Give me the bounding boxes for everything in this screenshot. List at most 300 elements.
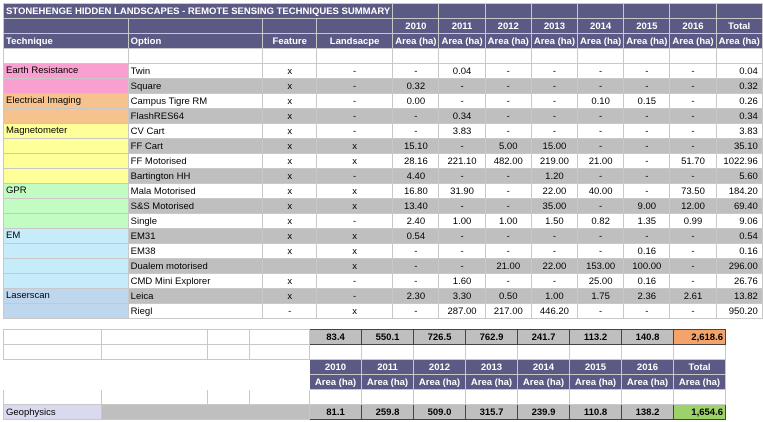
area-cell[interactable]: - <box>578 199 624 214</box>
blank-cell[interactable] <box>624 49 670 64</box>
feature-cell[interactable]: x <box>263 124 316 139</box>
feature-cell[interactable]: x <box>263 109 316 124</box>
landscape-cell[interactable]: x <box>316 139 392 154</box>
technique-cell[interactable] <box>4 274 129 289</box>
area-cell[interactable]: 3.83 <box>439 124 485 139</box>
year-header[interactable]: Total <box>716 19 762 34</box>
technique-cell[interactable] <box>4 214 129 229</box>
area-cell[interactable]: - <box>439 94 485 109</box>
area-cell[interactable]: 1.00 <box>439 214 485 229</box>
year-header[interactable]: 2015 <box>570 360 622 375</box>
spacer-cell[interactable] <box>208 345 250 360</box>
area-cell[interactable]: 1.75 <box>578 289 624 304</box>
area-cell[interactable]: 2.40 <box>393 214 439 229</box>
option-header[interactable]: Option <box>128 34 263 49</box>
landscape-header[interactable]: Landsacpe <box>316 34 392 49</box>
area-cell[interactable]: - <box>670 274 716 289</box>
area-cell[interactable]: - <box>670 124 716 139</box>
year-header[interactable]: 2014 <box>518 360 570 375</box>
blank-cell[interactable] <box>393 49 439 64</box>
blank-cell[interactable] <box>439 49 485 64</box>
area-cell[interactable]: - <box>439 169 485 184</box>
technique-cell[interactable]: GPR <box>4 184 129 199</box>
title-blank-cell[interactable] <box>670 4 716 19</box>
area-cell[interactable]: - <box>624 139 670 154</box>
area-cell[interactable]: 0.26 <box>716 94 762 109</box>
blank-cell[interactable] <box>670 49 716 64</box>
area-cell[interactable]: 12.00 <box>670 199 716 214</box>
area-cell[interactable]: 0.32 <box>716 79 762 94</box>
landscape-cell[interactable]: - <box>316 289 392 304</box>
technique-cell[interactable]: Earth Resistance <box>4 64 129 79</box>
area-header[interactable]: Area (ha) <box>518 375 570 390</box>
spacer-cell[interactable] <box>362 345 414 360</box>
area-cell[interactable]: 950.20 <box>716 304 762 319</box>
area-cell[interactable]: - <box>485 64 531 79</box>
year-header[interactable]: 2016 <box>670 19 716 34</box>
area-header[interactable]: Area (ha) <box>624 34 670 49</box>
area-cell[interactable]: - <box>531 94 577 109</box>
spacer-cell[interactable] <box>518 390 570 405</box>
feature-cell[interactable]: x <box>263 289 316 304</box>
technique-cell[interactable]: Magnetometer <box>4 124 129 139</box>
blank-cell[interactable] <box>128 49 263 64</box>
year-header[interactable]: Total <box>674 360 726 375</box>
area-header[interactable]: Area (ha) <box>414 375 466 390</box>
spacer-cell[interactable] <box>102 345 208 360</box>
header-blank-cell[interactable] <box>102 360 208 375</box>
area-cell[interactable]: - <box>485 199 531 214</box>
option-cell[interactable]: Leica <box>128 289 263 304</box>
header-blank-cell[interactable] <box>4 19 129 34</box>
option-cell[interactable]: CMD Mini Explorer <box>128 274 263 289</box>
area-header[interactable]: Area (ha) <box>622 375 674 390</box>
area-cell[interactable]: 51.70 <box>670 154 716 169</box>
landscape-cell[interactable]: - <box>316 169 392 184</box>
totals-blank-cell[interactable] <box>250 330 310 345</box>
total-value[interactable]: 140.8 <box>622 330 674 345</box>
area-cell[interactable]: 13.82 <box>716 289 762 304</box>
spacer-cell[interactable] <box>466 390 518 405</box>
year-header[interactable]: 2015 <box>624 19 670 34</box>
header-blank-cell[interactable] <box>208 360 250 375</box>
option-cell[interactable]: FF Motorised <box>128 154 263 169</box>
year-header[interactable]: 2014 <box>578 19 624 34</box>
header-blank-cell[interactable] <box>128 19 263 34</box>
technique-cell[interactable] <box>4 244 129 259</box>
year-header[interactable]: 2012 <box>485 19 531 34</box>
area-cell[interactable]: 446.20 <box>531 304 577 319</box>
technique-cell[interactable]: Electrical Imaging <box>4 94 129 109</box>
blank-cell[interactable] <box>716 49 762 64</box>
title-blank-cell[interactable] <box>578 4 624 19</box>
area-cell[interactable]: 0.04 <box>716 64 762 79</box>
area-cell[interactable]: - <box>393 259 439 274</box>
area-cell[interactable]: 0.16 <box>624 274 670 289</box>
area-cell[interactable]: - <box>624 64 670 79</box>
geophysics-value[interactable]: 110.8 <box>570 405 622 420</box>
option-cell[interactable]: EM31 <box>128 229 263 244</box>
landscape-cell[interactable]: x <box>316 229 392 244</box>
title-blank-cell[interactable] <box>624 4 670 19</box>
area-cell[interactable]: - <box>485 244 531 259</box>
feature-cell[interactable]: x <box>263 79 316 94</box>
area-header[interactable]: Area (ha) <box>578 34 624 49</box>
total-value[interactable]: 113.2 <box>570 330 622 345</box>
blank-cell[interactable] <box>578 49 624 64</box>
area-cell[interactable]: 21.00 <box>485 259 531 274</box>
area-cell[interactable]: - <box>485 169 531 184</box>
area-cell[interactable]: 4.40 <box>393 169 439 184</box>
area-cell[interactable]: 0.50 <box>485 289 531 304</box>
area-cell[interactable]: 25.00 <box>578 274 624 289</box>
feature-cell[interactable]: x <box>263 139 316 154</box>
blank-cell[interactable] <box>316 49 392 64</box>
area-cell[interactable]: - <box>439 79 485 94</box>
area-cell[interactable]: 35.10 <box>716 139 762 154</box>
area-cell[interactable]: 16.80 <box>393 184 439 199</box>
option-cell[interactable]: Campus Tigre RM <box>128 94 263 109</box>
landscape-cell[interactable]: - <box>316 79 392 94</box>
area-cell[interactable]: 100.00 <box>624 259 670 274</box>
geophysics-label[interactable]: Geophysics <box>4 405 102 420</box>
year-header[interactable]: 2011 <box>439 19 485 34</box>
area-cell[interactable]: 1.60 <box>439 274 485 289</box>
totals-blank-cell[interactable] <box>208 330 250 345</box>
year-header[interactable]: 2011 <box>362 360 414 375</box>
total-value[interactable]: 550.1 <box>362 330 414 345</box>
area-cell[interactable]: - <box>578 79 624 94</box>
area-cell[interactable]: - <box>531 244 577 259</box>
year-header[interactable]: 2012 <box>414 360 466 375</box>
blank-cell[interactable] <box>4 49 129 64</box>
area-cell[interactable]: 287.00 <box>439 304 485 319</box>
area-cell[interactable]: 31.90 <box>439 184 485 199</box>
spacer-cell[interactable] <box>674 345 726 360</box>
sheet-title[interactable]: STONEHENGE HIDDEN LANDSCAPES - REMOTE SENSING TECHNIQUES SUMMARY <box>4 4 393 19</box>
area-cell[interactable]: - <box>485 229 531 244</box>
spacer-cell[interactable] <box>310 390 362 405</box>
area-cell[interactable]: - <box>578 229 624 244</box>
area-cell[interactable]: - <box>531 274 577 289</box>
area-cell[interactable]: 0.16 <box>624 244 670 259</box>
technique-cell[interactable]: EM <box>4 229 129 244</box>
area-cell[interactable]: - <box>670 109 716 124</box>
area-cell[interactable]: 0.04 <box>439 64 485 79</box>
area-cell[interactable]: - <box>439 244 485 259</box>
spacer-cell[interactable] <box>4 390 102 405</box>
header-blank-cell[interactable] <box>316 19 392 34</box>
area-header[interactable]: Area (ha) <box>570 375 622 390</box>
area-cell[interactable]: 21.00 <box>578 154 624 169</box>
title-blank-cell[interactable] <box>393 4 439 19</box>
spacer-cell[interactable] <box>622 390 674 405</box>
landscape-cell[interactable]: - <box>316 64 392 79</box>
spacer-cell[interactable] <box>362 390 414 405</box>
area-cell[interactable]: 0.34 <box>716 109 762 124</box>
area-cell[interactable]: 9.06 <box>716 214 762 229</box>
area-cell[interactable]: 13.40 <box>393 199 439 214</box>
feature-cell[interactable]: x <box>263 154 316 169</box>
header-blank-cell[interactable] <box>263 19 316 34</box>
header-blank-cell[interactable] <box>4 360 102 375</box>
area-cell[interactable]: 153.00 <box>578 259 624 274</box>
area-cell[interactable]: - <box>624 124 670 139</box>
spacer-cell[interactable] <box>4 345 102 360</box>
geophysics-value[interactable]: 315.7 <box>466 405 518 420</box>
area-cell[interactable]: - <box>485 94 531 109</box>
option-cell[interactable]: Single <box>128 214 263 229</box>
area-cell[interactable]: - <box>578 244 624 259</box>
area-cell[interactable]: - <box>624 229 670 244</box>
total-value[interactable]: 83.4 <box>310 330 362 345</box>
landscape-cell[interactable]: - <box>316 109 392 124</box>
area-cell[interactable]: 73.50 <box>670 184 716 199</box>
option-cell[interactable]: Mala Motorised <box>128 184 263 199</box>
area-cell[interactable]: - <box>670 94 716 109</box>
blank-cell[interactable] <box>263 49 316 64</box>
feature-cell[interactable]: x <box>263 214 316 229</box>
option-cell[interactable]: Bartington HH <box>128 169 263 184</box>
area-cell[interactable]: - <box>531 109 577 124</box>
area-cell[interactable]: - <box>670 64 716 79</box>
area-cell[interactable]: - <box>578 109 624 124</box>
option-cell[interactable]: CV Cart <box>128 124 263 139</box>
blank-cell[interactable] <box>531 49 577 64</box>
technique-cell[interactable] <box>4 169 129 184</box>
area-cell[interactable]: - <box>393 244 439 259</box>
landscape-cell[interactable]: x <box>316 244 392 259</box>
area-cell[interactable]: 0.00 <box>393 94 439 109</box>
technique-cell[interactable] <box>4 199 129 214</box>
area-cell[interactable]: - <box>485 184 531 199</box>
area-cell[interactable]: - <box>670 259 716 274</box>
total-value[interactable]: 2,618.6 <box>674 330 726 345</box>
header-blank-cell[interactable] <box>250 360 310 375</box>
area-cell[interactable]: - <box>670 139 716 154</box>
area-cell[interactable]: - <box>670 169 716 184</box>
blank-cell[interactable] <box>485 49 531 64</box>
spacer-cell[interactable] <box>208 390 250 405</box>
area-cell[interactable]: 2.61 <box>670 289 716 304</box>
area-cell[interactable]: - <box>624 184 670 199</box>
area-cell[interactable]: 0.99 <box>670 214 716 229</box>
year-header[interactable]: 2016 <box>622 360 674 375</box>
area-header[interactable]: Area (ha) <box>716 34 762 49</box>
year-header[interactable]: 2010 <box>310 360 362 375</box>
area-cell[interactable]: - <box>531 64 577 79</box>
area-cell[interactable]: 2.36 <box>624 289 670 304</box>
landscape-cell[interactable]: - <box>316 274 392 289</box>
area-cell[interactable]: 0.54 <box>716 229 762 244</box>
technique-header[interactable]: Technique <box>4 34 129 49</box>
landscape-cell[interactable]: x <box>316 154 392 169</box>
spacer-cell[interactable] <box>414 390 466 405</box>
spacer-cell[interactable] <box>622 345 674 360</box>
header-blank-cell[interactable] <box>4 375 102 390</box>
spacer-cell[interactable] <box>250 390 310 405</box>
area-cell[interactable]: 2.30 <box>393 289 439 304</box>
area-cell[interactable]: - <box>578 139 624 154</box>
area-cell[interactable]: 15.00 <box>531 139 577 154</box>
area-header[interactable]: Area (ha) <box>485 34 531 49</box>
feature-cell[interactable] <box>263 259 316 274</box>
area-cell[interactable]: 0.16 <box>716 244 762 259</box>
spacer-cell[interactable] <box>570 345 622 360</box>
area-cell[interactable]: 1.00 <box>531 289 577 304</box>
geophysics-gray-cell[interactable] <box>102 405 310 420</box>
technique-cell[interactable] <box>4 109 129 124</box>
option-cell[interactable]: Dualem motorised <box>128 259 263 274</box>
area-cell[interactable]: 26.76 <box>716 274 762 289</box>
technique-cell[interactable] <box>4 304 129 319</box>
area-cell[interactable]: 296.00 <box>716 259 762 274</box>
geophysics-value[interactable]: 509.0 <box>414 405 466 420</box>
landscape-cell[interactable]: x <box>316 199 392 214</box>
option-cell[interactable]: EM38 <box>128 244 263 259</box>
option-cell[interactable]: Square <box>128 79 263 94</box>
feature-cell[interactable]: x <box>263 64 316 79</box>
area-cell[interactable]: - <box>531 124 577 139</box>
area-header[interactable]: Area (ha) <box>674 375 726 390</box>
header-blank-cell[interactable] <box>102 375 208 390</box>
area-cell[interactable]: 35.00 <box>531 199 577 214</box>
area-cell[interactable]: 482.00 <box>485 154 531 169</box>
area-cell[interactable]: - <box>624 304 670 319</box>
landscape-cell[interactable]: - <box>316 214 392 229</box>
area-cell[interactable]: - <box>485 109 531 124</box>
technique-cell[interactable]: Laserscan <box>4 289 129 304</box>
area-header[interactable]: Area (ha) <box>531 34 577 49</box>
area-cell[interactable]: 0.32 <box>393 79 439 94</box>
title-blank-cell[interactable] <box>439 4 485 19</box>
title-blank-cell[interactable] <box>485 4 531 19</box>
area-cell[interactable]: 0.34 <box>439 109 485 124</box>
feature-cell[interactable]: x <box>263 184 316 199</box>
area-cell[interactable]: 1.20 <box>531 169 577 184</box>
area-cell[interactable]: - <box>624 169 670 184</box>
area-header[interactable]: Area (ha) <box>466 375 518 390</box>
area-cell[interactable]: 28.16 <box>393 154 439 169</box>
technique-cell[interactable] <box>4 139 129 154</box>
option-cell[interactable]: FlashRES64 <box>128 109 263 124</box>
technique-cell[interactable] <box>4 259 129 274</box>
technique-cell[interactable] <box>4 79 129 94</box>
area-cell[interactable]: 1022.96 <box>716 154 762 169</box>
total-value[interactable]: 241.7 <box>518 330 570 345</box>
area-cell[interactable]: 184.20 <box>716 184 762 199</box>
option-cell[interactable]: FF Cart <box>128 139 263 154</box>
area-cell[interactable]: 0.54 <box>393 229 439 244</box>
technique-cell[interactable] <box>4 154 129 169</box>
feature-cell[interactable]: x <box>263 199 316 214</box>
area-cell[interactable]: - <box>531 229 577 244</box>
geophysics-value[interactable]: 239.9 <box>518 405 570 420</box>
area-cell[interactable]: - <box>485 79 531 94</box>
landscape-cell[interactable]: x <box>316 304 392 319</box>
feature-cell[interactable]: - <box>263 304 316 319</box>
area-cell[interactable]: 219.00 <box>531 154 577 169</box>
spacer-cell[interactable] <box>674 390 726 405</box>
area-cell[interactable]: 221.10 <box>439 154 485 169</box>
feature-cell[interactable]: x <box>263 169 316 184</box>
area-cell[interactable]: 3.30 <box>439 289 485 304</box>
landscape-cell[interactable]: - <box>316 94 392 109</box>
area-cell[interactable]: 22.00 <box>531 184 577 199</box>
year-header[interactable]: 2013 <box>531 19 577 34</box>
geophysics-value[interactable]: 138.2 <box>622 405 674 420</box>
spacer-cell[interactable] <box>570 390 622 405</box>
area-cell[interactable]: - <box>624 109 670 124</box>
spacer-cell[interactable] <box>102 390 208 405</box>
area-cell[interactable]: 0.10 <box>578 94 624 109</box>
landscape-cell[interactable]: x <box>316 259 392 274</box>
area-cell[interactable]: - <box>393 274 439 289</box>
area-header[interactable]: Area (ha) <box>670 34 716 49</box>
feature-cell[interactable]: x <box>263 274 316 289</box>
option-cell[interactable]: Twin <box>128 64 263 79</box>
area-cell[interactable]: - <box>393 124 439 139</box>
area-cell[interactable]: 22.00 <box>531 259 577 274</box>
area-cell[interactable]: 217.00 <box>485 304 531 319</box>
spacer-cell[interactable] <box>250 345 310 360</box>
area-cell[interactable]: - <box>578 304 624 319</box>
option-cell[interactable]: Riegl <box>128 304 263 319</box>
area-cell[interactable]: 3.83 <box>716 124 762 139</box>
area-cell[interactable]: - <box>393 109 439 124</box>
area-cell[interactable]: 0.82 <box>578 214 624 229</box>
area-cell[interactable]: - <box>624 79 670 94</box>
geophysics-value[interactable]: 1,654.6 <box>674 405 726 420</box>
area-header[interactable]: Area (ha) <box>310 375 362 390</box>
area-cell[interactable]: - <box>485 124 531 139</box>
area-cell[interactable]: 1.00 <box>485 214 531 229</box>
area-header[interactable]: Area (ha) <box>362 375 414 390</box>
area-cell[interactable]: - <box>439 199 485 214</box>
area-cell[interactable]: - <box>439 229 485 244</box>
totals-blank-cell[interactable] <box>4 330 102 345</box>
area-cell[interactable]: 15.10 <box>393 139 439 154</box>
spacer-cell[interactable] <box>310 345 362 360</box>
totals-blank-cell[interactable] <box>102 330 208 345</box>
area-cell[interactable]: - <box>393 304 439 319</box>
total-value[interactable]: 762.9 <box>466 330 518 345</box>
area-cell[interactable]: - <box>578 169 624 184</box>
area-header[interactable]: Area (ha) <box>439 34 485 49</box>
feature-cell[interactable]: x <box>263 229 316 244</box>
spacer-cell[interactable] <box>466 345 518 360</box>
geophysics-value[interactable]: 259.8 <box>362 405 414 420</box>
area-cell[interactable]: 40.00 <box>578 184 624 199</box>
feature-header[interactable]: Feature <box>263 34 316 49</box>
area-cell[interactable]: - <box>439 139 485 154</box>
option-cell[interactable]: S&S Motorised <box>128 199 263 214</box>
area-cell[interactable]: 1.35 <box>624 214 670 229</box>
year-header[interactable]: 2013 <box>466 360 518 375</box>
area-cell[interactable]: - <box>670 79 716 94</box>
landscape-cell[interactable]: x <box>316 184 392 199</box>
area-cell[interactable]: - <box>439 259 485 274</box>
area-cell[interactable]: 1.50 <box>531 214 577 229</box>
area-header[interactable]: Area (ha) <box>393 34 439 49</box>
area-cell[interactable]: 9.00 <box>624 199 670 214</box>
title-blank-cell[interactable] <box>531 4 577 19</box>
area-cell[interactable]: - <box>531 79 577 94</box>
area-cell[interactable]: 69.40 <box>716 199 762 214</box>
area-cell[interactable]: - <box>393 64 439 79</box>
area-cell[interactable]: - <box>670 304 716 319</box>
area-cell[interactable]: 5.60 <box>716 169 762 184</box>
